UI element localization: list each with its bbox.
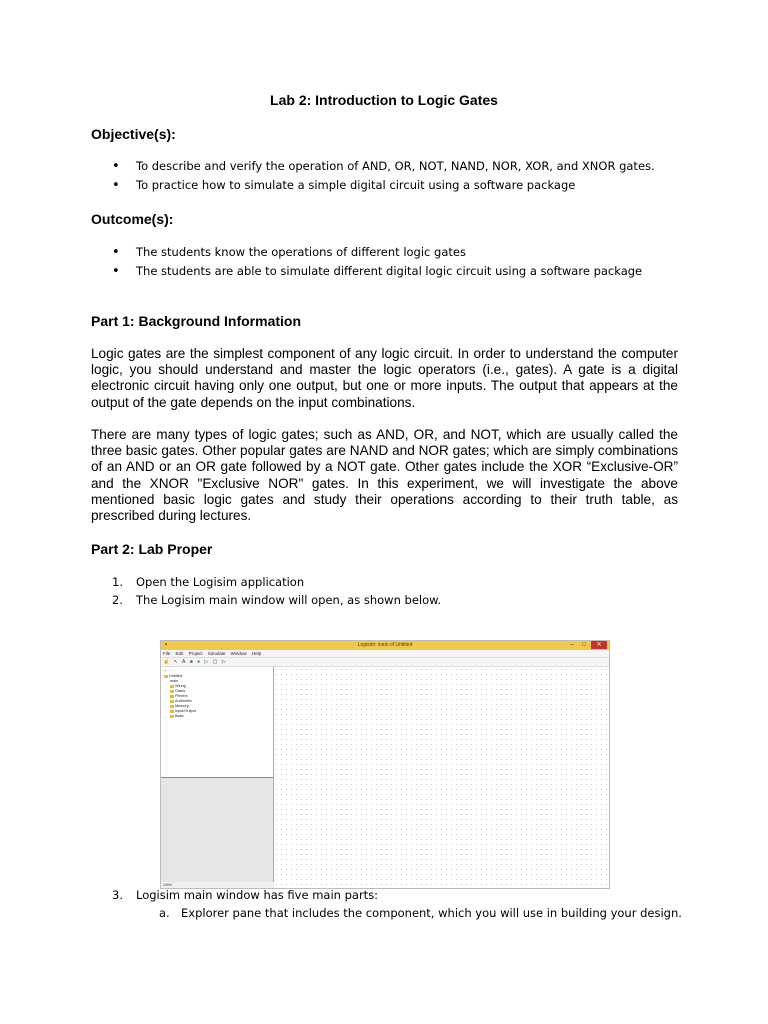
and-gate-icon[interactable]: ▢ <box>212 659 218 665</box>
objective-item: • To practice how to simulate a simple digital circuit using a software package <box>112 176 655 195</box>
outcome-item: • The students are able to simulate different digital logic circuit using a software package <box>112 262 642 281</box>
tree-item[interactable]: Base <box>164 714 273 719</box>
part1-heading: Part 1: Background Information <box>91 313 302 329</box>
close-icon[interactable]: ✕ <box>591 641 607 649</box>
menu-simulate[interactable]: Simulate <box>207 651 226 656</box>
menu-project[interactable]: Project <box>188 651 203 656</box>
document-title: Lab 2: Introduction to Logic Gates <box>270 92 498 108</box>
outcome-item: • The students know the operations of different logic gates <box>112 243 642 262</box>
window-titlebar <box>161 641 609 650</box>
maximize-icon[interactable]: □ <box>582 642 586 648</box>
input-pin-icon[interactable]: ■ <box>189 659 193 665</box>
objective-item: • To describe and verify the operation of AND, OR, NOT, NAND, NOR, XOR, and XNOR gates. <box>112 157 655 176</box>
menu-window[interactable]: Window <box>230 651 247 656</box>
minimize-icon[interactable]: – <box>570 642 574 648</box>
toolbar <box>161 658 609 667</box>
sub-step-item: a. Explorer pane that includes the component, which you will use in building your design. <box>159 906 682 920</box>
output-pin-icon[interactable]: ● <box>197 659 201 665</box>
objectives-heading: Objective(s): <box>91 126 176 142</box>
part1-paragraph-2: There are many types of logic gates; such as AND, OR, and NOT, which are usually called the three basic gates. Other popular gates are NAND and NOR gates; which are simply combinations of an AND or an OR gate followed by a NOT gate. Other gates include the XOR “Exclusive-OR” and the XNOR "Exclusive NOR" gates. In this experiment, we will investigate the above mentioned basic logic gates and study their operations according to their truth table, as prescribed during lectures. <box>91 427 678 524</box>
or-gate-icon[interactable]: ▷ <box>221 659 226 665</box>
select-tool-icon[interactable]: ↖ <box>173 659 178 665</box>
poke-tool-icon[interactable]: ☝ <box>163 659 170 665</box>
window-title: Logisim: main of Untitled <box>357 642 413 648</box>
part2-heading: Part 2: Lab Proper <box>91 541 213 557</box>
canvas-area[interactable] <box>274 667 609 888</box>
steps-list-continued <box>112 886 378 904</box>
window-body <box>161 667 609 888</box>
menu-edit[interactable]: Edit <box>175 651 184 656</box>
part1-paragraph-1: Logic gates are the simplest component of any logic circuit. In order to understand the computer logic, you should understand and master the logic operators (i.e., gates). A gate is a digital electronic circuit having only one output, but one or more inputs. The output that appears at the output of the gate depends on the input combinations. <box>91 346 678 410</box>
tree-item[interactable]: + − ↑ ↓ <box>164 669 176 673</box>
steps-list <box>112 573 441 609</box>
menu-help[interactable]: Help <box>251 651 262 656</box>
menu-bar <box>161 650 609 658</box>
not-gate-icon[interactable]: ▷ <box>204 659 209 665</box>
tree-item[interactable]: Arithmetic <box>164 699 273 704</box>
tree-item[interactable]: Input/Output <box>164 709 273 714</box>
tree-item[interactable]: Wiring <box>164 684 273 689</box>
attribute-table <box>161 778 274 882</box>
app-icon: ▪ <box>164 642 168 648</box>
tree-item[interactable]: main <box>170 679 179 683</box>
tree-item[interactable]: Plexers <box>164 694 273 699</box>
tree-item[interactable]: Memory <box>164 704 273 709</box>
objectives-list <box>112 157 655 195</box>
step-item: 2. The Logisim main window will open, as shown below. <box>112 593 442 607</box>
logisim-screenshot <box>160 640 610 889</box>
tree-item[interactable]: Gates <box>164 689 273 694</box>
outcomes-list <box>112 243 642 281</box>
text-tool-icon[interactable]: A <box>181 659 186 665</box>
step-item: 1. Open the Logisim application <box>112 575 305 589</box>
tree-item[interactable]: Untitled <box>164 674 273 679</box>
outcomes-heading: Outcome(s): <box>91 211 174 227</box>
menu-file[interactable]: File <box>163 651 171 656</box>
zoom-status[interactable]: 100% <box>161 882 276 888</box>
step-item: 3. Logisim main window has five main parts: <box>112 888 379 902</box>
explorer-pane <box>161 667 274 778</box>
